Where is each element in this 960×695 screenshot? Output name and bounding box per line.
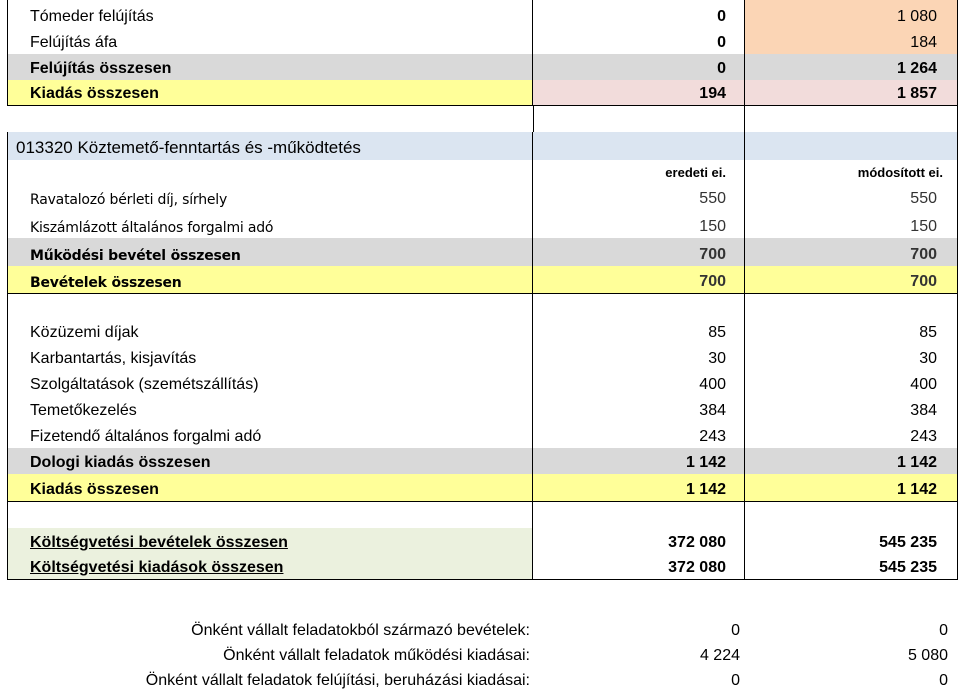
voluntary-label: Önként vállalt feladatokból származó bevételek:: [191, 622, 530, 639]
row-label: Kiadás összesen: [7, 80, 533, 106]
row-label: Működési bevétel összesen: [7, 238, 533, 266]
voluntary-value-original: 0: [731, 672, 740, 689]
voluntary-label: Önként vállalt feladatok felújítási, beruházási kiadásai:: [145, 672, 530, 689]
voluntary-value-original: 0: [731, 622, 740, 639]
row-label: Költségvetési kiadások összesen: [7, 554, 533, 580]
table-row: [0, 210, 960, 238]
blank-cell: [7, 160, 533, 182]
value-original: 0: [533, 28, 745, 54]
value-modified: 150: [745, 210, 958, 238]
voluntary-value-modified: 0: [939, 622, 948, 639]
table-row: [0, 448, 960, 474]
value-modified: 545 235: [745, 528, 958, 554]
blank-cell: [533, 106, 745, 132]
table-row: [0, 54, 960, 80]
row-label: Fizetendő általános forgalmi adó: [7, 422, 533, 448]
row-label: Ravatalozó bérleti díj, sírhely: [7, 182, 533, 210]
value-original: 372 080: [533, 554, 745, 580]
voluntary-value-original: 4 224: [699, 647, 740, 664]
blank-cell: [533, 294, 745, 316]
row-label: Karbantartás, kisjavítás: [7, 344, 533, 370]
value-original: 372 080: [533, 528, 745, 554]
voluntary-value-modified: 0: [939, 672, 948, 689]
blank-row: [0, 502, 960, 528]
table-row: [0, 28, 960, 54]
value-modified: 1 264: [745, 54, 958, 80]
row-label: Költségvetési bevételek összesen: [7, 528, 533, 554]
blank-cell: [745, 294, 958, 316]
value-modified: 30: [745, 344, 958, 370]
table-row: [0, 528, 960, 554]
blank-cell: [7, 502, 533, 528]
column-header-original: eredeti ei.: [533, 160, 745, 182]
table-row: [0, 266, 960, 294]
blank-cell: [745, 502, 958, 528]
value-modified: 545 235: [745, 554, 958, 580]
value-original: 194: [533, 80, 745, 106]
blank-row: [0, 294, 960, 316]
row-label: Közüzemi díjak: [7, 316, 533, 344]
value-original: 30: [533, 344, 745, 370]
row-label: Dologi kiadás összesen: [7, 448, 533, 474]
table-row: [0, 370, 960, 396]
value-original: 243: [533, 422, 745, 448]
table-row: [0, 344, 960, 370]
row-label: Kiszámlázott általános forgalmi adó: [7, 210, 533, 238]
value-original: 700: [533, 266, 745, 294]
value-original: 150: [533, 210, 745, 238]
value-original: 0: [533, 0, 745, 28]
table-row: [0, 316, 960, 344]
table-row: [0, 0, 960, 28]
value-original: 400: [533, 370, 745, 396]
table-row: [0, 80, 960, 106]
blank-cell: [745, 132, 958, 160]
row-label: Bevételek összesen: [7, 266, 533, 294]
table-row: [0, 554, 960, 580]
voluntary-value-modified: 5 080: [907, 647, 948, 664]
value-modified: 384: [745, 396, 958, 422]
value-modified: 184: [745, 28, 958, 54]
column-header-modified: módosított ei.: [745, 160, 958, 182]
row-label: Temetőkezelés: [7, 396, 533, 422]
blank-row: [0, 106, 960, 132]
value-original: 550: [533, 182, 745, 210]
value-modified: 85: [745, 316, 958, 344]
value-original: 85: [533, 316, 745, 344]
row-label: Felújítás összesen: [7, 54, 533, 80]
row-label: Szolgáltatások (szemétszállítás): [7, 370, 533, 396]
value-modified: 700: [745, 238, 958, 266]
section-title-row: [0, 132, 960, 160]
value-original: 1 142: [533, 448, 745, 474]
value-original: 700: [533, 238, 745, 266]
value-modified: 1 142: [745, 474, 958, 502]
value-modified: 1 857: [745, 80, 958, 106]
column-header-row: [0, 160, 960, 182]
section-title: 013320 Köztemető-fenntartás és -működtetés: [7, 132, 533, 160]
value-original: 0: [533, 54, 745, 80]
row-label: Tómeder felújítás: [7, 0, 533, 28]
blank-cell: [745, 106, 958, 132]
value-original: 384: [533, 396, 745, 422]
value-original: 1 142: [533, 474, 745, 502]
table-row: [0, 182, 960, 210]
table-row: [0, 422, 960, 448]
value-modified: 243: [745, 422, 958, 448]
table-row: [0, 238, 960, 266]
value-modified: 1 142: [745, 448, 958, 474]
value-modified: 700: [745, 266, 958, 294]
voluntary-label: Önként vállalt feladatok működési kiadásai:: [223, 647, 530, 664]
table-row: [0, 396, 960, 422]
value-modified: 1 080: [745, 0, 958, 28]
row-label: Felújítás áfa: [7, 28, 533, 54]
value-modified: 550: [745, 182, 958, 210]
blank-cell: [7, 294, 533, 316]
table-row: [0, 474, 960, 502]
row-label: Kiadás összesen: [7, 474, 533, 502]
value-modified: 400: [745, 370, 958, 396]
blank-cell: [533, 502, 745, 528]
blank-cell: [533, 132, 745, 160]
